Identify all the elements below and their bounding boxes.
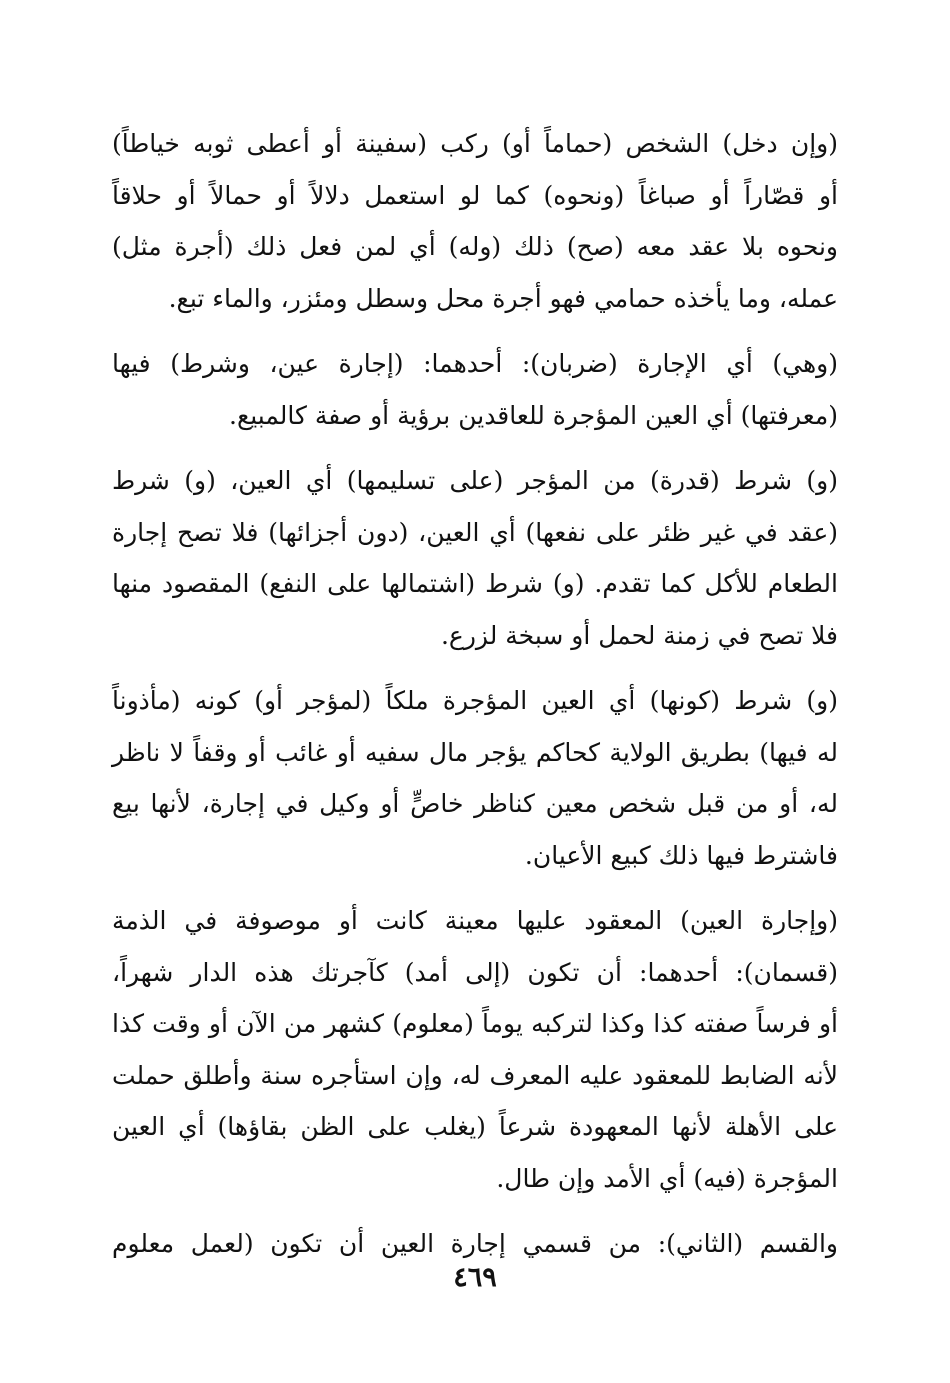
text-line: الطعام للأكل كما تقدم. (و) شرط (اشتمالها على النفع) المقصود منها <box>112 569 838 598</box>
page-number: ٤٦٩ <box>453 1262 497 1293</box>
text-line: ونحوه بلا عقد معه (صح) ذلك (وله) أي لمن فعل ذلك (أجرة مثل) <box>112 232 838 261</box>
text-line: أو فرساً صفته كذا وكذا لتركبه يوماً (معلوم) كشهر من الآن أو وقت كذا <box>112 1009 838 1038</box>
text-line: فاشترط فيها ذلك كبيع الأعيان. <box>524 840 838 870</box>
text-line: (وإن دخل) الشخص (حماماً أو) ركب (سفينة أو أعطى ثوبه خياطاً) <box>112 129 838 158</box>
text-line: عمله، وما يأخذه حمامي فهو أجرة محل وسطل ومئزر، والماء تبع. <box>168 283 838 313</box>
text-line: (وهي) أي الإجارة (ضربان): أحدهما: (إجارة عين، وشرط) فيها <box>112 349 838 378</box>
paragraph-hammam-contract <box>112 118 838 324</box>
paragraph-two-divisions <box>112 895 838 1204</box>
text-line: لأنه الضابط للمعقود عليه المعرف له، وإن استأجره سنة وأطلق حملت <box>112 1060 838 1090</box>
text-line: (و) شرط (كونها) أي العين المؤجرة ملكاً (لمؤجر أو) كونه (مأذوناً <box>112 686 838 715</box>
paragraph-ownership <box>112 675 838 881</box>
text-line: فلا تصح في زمنة لحمل أو سبخة لزرع. <box>440 620 838 650</box>
paragraph-conditions <box>112 455 838 661</box>
text-line: المؤجرة (فيه) أي الأمد وإن طال. <box>496 1163 838 1193</box>
text-line: أو قصّاراً أو صباغاً (ونحوه) كما لو استعمل دلالاً أو حمالاً أو حلاقاً <box>112 180 838 210</box>
text-line: له فيها) بطريق الولاية كحاكم يؤجر مال سفيه أو غائب أو وقفاً لا ناظر <box>112 737 838 767</box>
text-line: (قسمان): أحدهما: أن تكون (إلى أمد) كآجرتك هذه الدار شهراً، <box>112 957 838 987</box>
text-line: (معرفتها) أي العين المؤجرة للعاقدين برؤية أو صفة كالمبيع. <box>229 400 838 430</box>
text-line: والقسم (الثاني): من قسمي إجارة العين أن تكون (لعمل معلوم <box>112 1229 838 1258</box>
text-line: (وإجارة العين) المعقود عليها معينة كانت أو موصوفة في الذمة <box>112 906 838 935</box>
text-line: (عقد في غير ظئر على نفعها) أي العين، (دون أجزائها) فلا تصح إجارة <box>112 517 838 547</box>
page-body <box>112 118 838 1284</box>
paragraph-ijara-types <box>112 338 838 441</box>
text-line: على الأهلة لأنها المعهودة شرعاً (يغلب على الظن بقاؤها) أي العين <box>112 1112 838 1141</box>
text-line: له، أو من قبل شخص معين كناظر خاصٍّ أو وكيل في إجارة، لأنها بيع <box>112 789 838 818</box>
text-line: (و) شرط (قدرة) من المؤجر (على تسليمها) أي العين، (و) شرط <box>112 466 838 495</box>
